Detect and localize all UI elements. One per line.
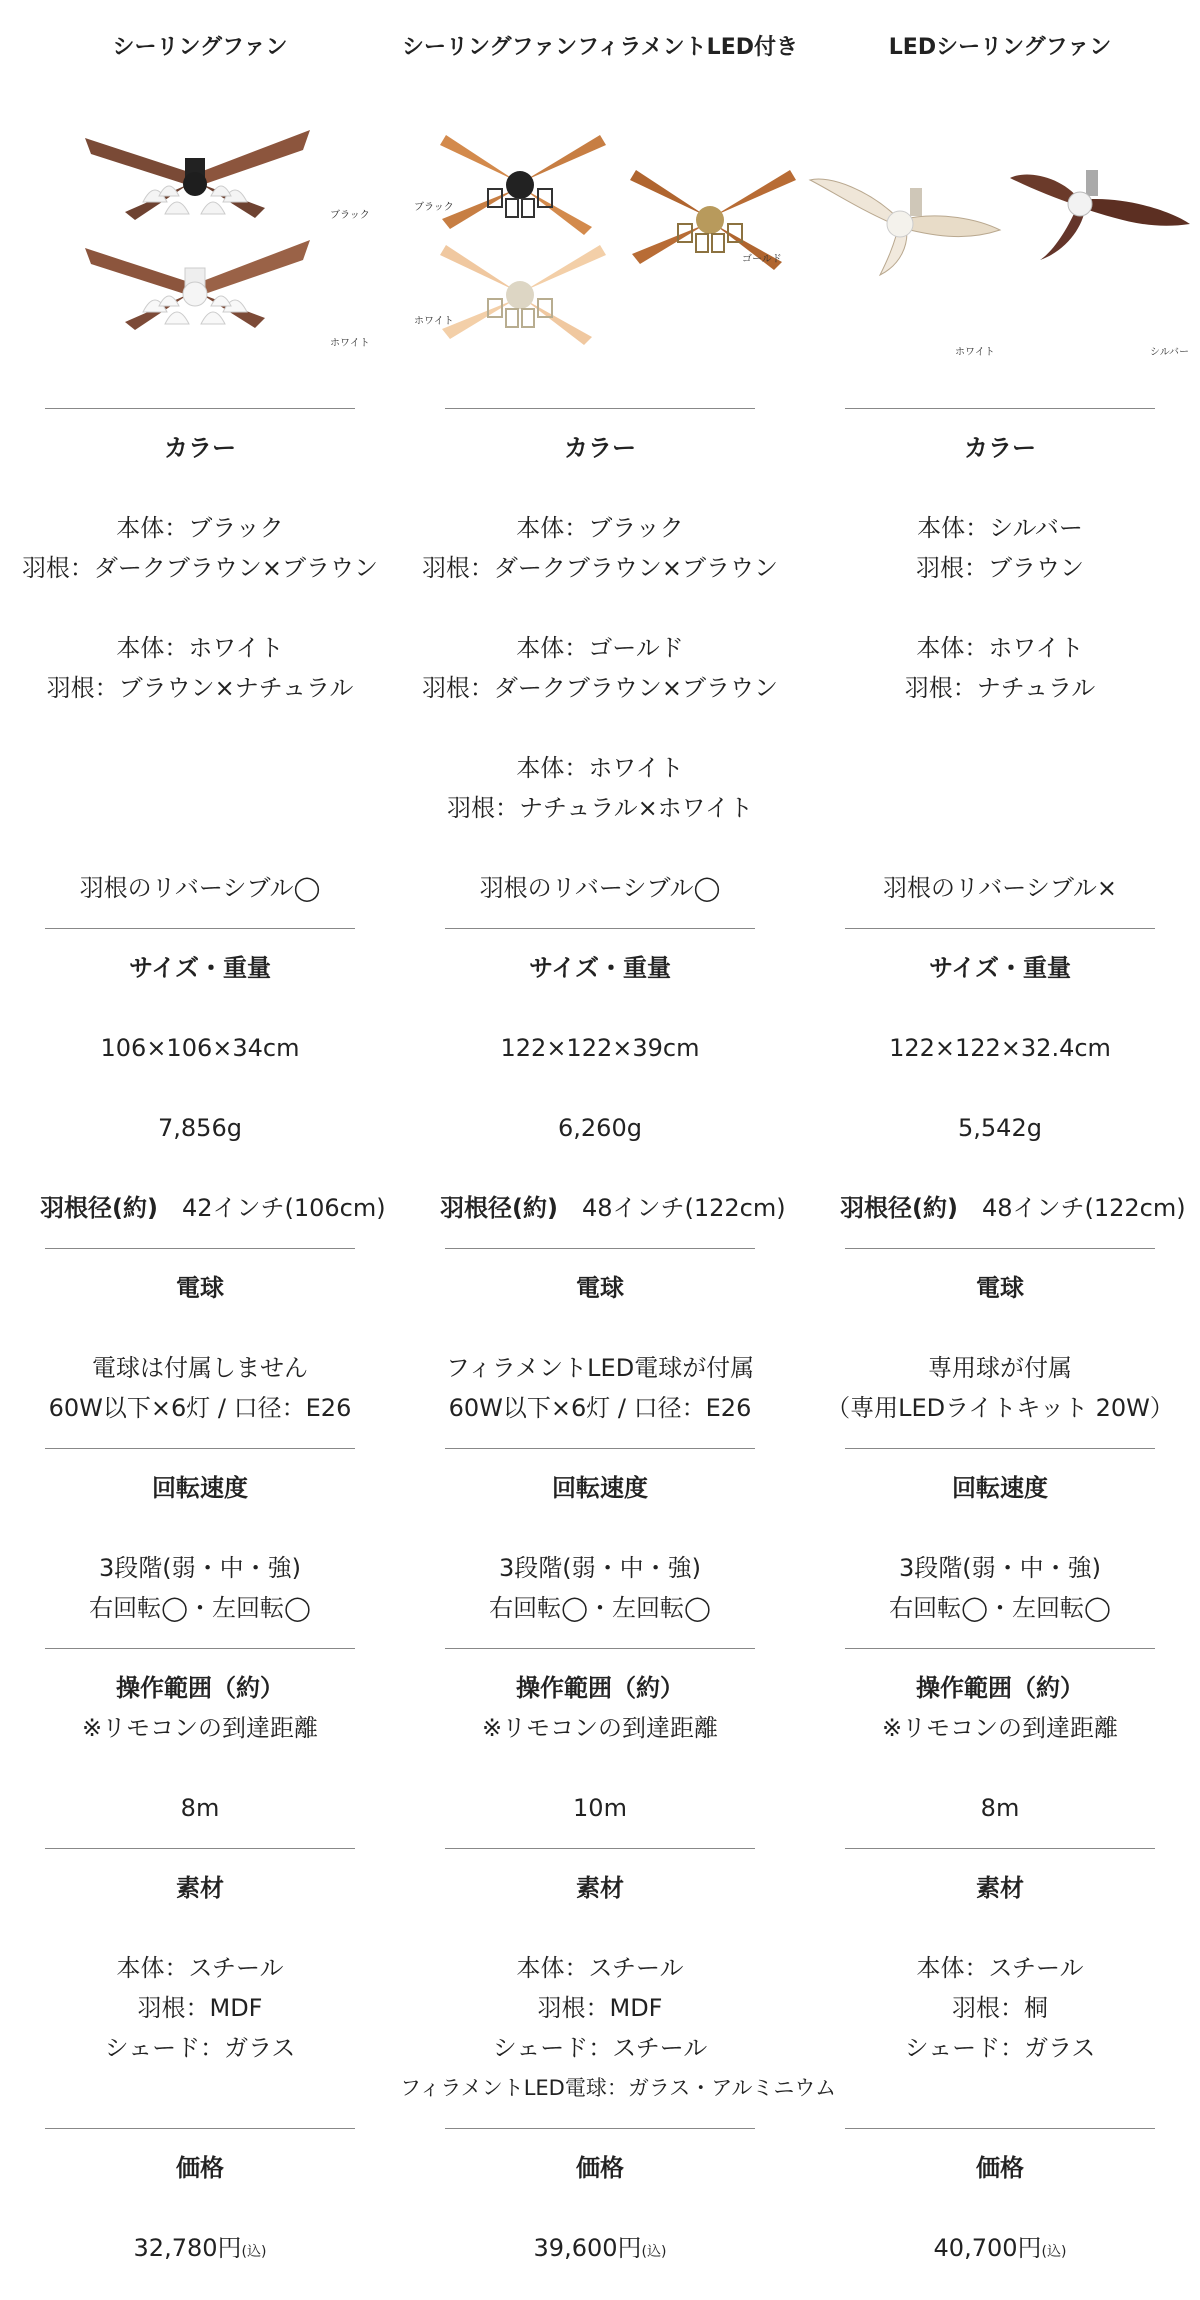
speed-heading: 回転速度: [552, 1474, 648, 1502]
material-item: 本体：スチール: [516, 1954, 684, 1982]
divider: [845, 928, 1155, 929]
blade-diameter: [40, 1188, 386, 1228]
material-item: 羽根：MDF: [537, 1994, 663, 2022]
price-tax: (込): [641, 2244, 667, 2260]
divider: [445, 408, 755, 409]
color-blades: 羽根：ダークブラウン×ブラウン: [21, 554, 379, 582]
color-blades: 羽根：ダークブラウン×ブラウン: [421, 674, 779, 702]
color-body: 本体：ゴールド: [516, 634, 684, 662]
price-tax: (込): [1041, 2244, 1067, 2260]
fan-silver: [1010, 170, 1190, 260]
product-column-ceiling-fan: [0, 0, 400, 2300]
divider: [845, 2128, 1155, 2129]
size-heading: サイズ・重量: [128, 954, 272, 982]
divider: [845, 1448, 1155, 1449]
material-item: 羽根：MDF: [137, 1994, 263, 2022]
divider: [445, 1648, 755, 1649]
color-heading: カラー: [564, 434, 636, 462]
divider: [845, 1848, 1155, 1849]
range-value: 8m: [980, 1794, 1020, 1822]
divider: [845, 408, 1155, 409]
price: [400, 2228, 800, 2272]
blade-diameter-value: 48インチ(122cm): [981, 1194, 1186, 1222]
image-label-silver: シルバー: [1150, 347, 1190, 358]
price-value: 32,780円: [133, 2234, 242, 2262]
color-blades: 羽根：ブラウン×ナチュラル: [46, 674, 354, 702]
speed-line1: 3段階(弱・中・強): [99, 1554, 301, 1582]
divider: [445, 1848, 755, 1849]
color-blades: 羽根：ダークブラウン×ブラウン: [421, 554, 779, 582]
blade-diameter-value: 48インチ(122cm): [581, 1194, 786, 1222]
color-body: 本体：ブラック: [116, 514, 284, 542]
color-body: 本体：シルバー: [917, 514, 1083, 542]
material-heading: 素材: [976, 1874, 1024, 1902]
fan-white: [85, 240, 310, 330]
weight: 6,260g: [558, 1114, 642, 1142]
divider: [845, 1248, 1155, 1249]
range-value: 8m: [180, 1794, 220, 1822]
divider: [45, 1248, 355, 1249]
material-item: シェード：ガラス: [104, 2034, 296, 2062]
product-title: シーリングファンフィラメントLED付き: [401, 35, 798, 60]
product-title: LEDシーリングファン: [888, 35, 1112, 60]
range-note: ※リモコンの到達距離: [81, 1714, 319, 1742]
color-heading: カラー: [964, 434, 1036, 462]
speed-line2: 右回転◯・左回転◯: [889, 1594, 1111, 1622]
speed-heading: 回転速度: [152, 1474, 248, 1502]
divider: [45, 928, 355, 929]
blade-diameter-value: 42インチ(106cm): [181, 1194, 386, 1222]
speed-heading: 回転速度: [952, 1474, 1048, 1502]
bulb-line2: （専用LEDライトキット 20W）: [826, 1394, 1174, 1422]
bulb-heading: 電球: [176, 1274, 224, 1302]
bulb-line1: 専用球が付属: [928, 1354, 1072, 1382]
bulb-line2: 60W以下×6灯 / 口径：E26: [448, 1394, 752, 1422]
price-heading: 価格: [976, 2154, 1024, 2182]
price: [0, 2228, 400, 2272]
material-item: シェード：ガラス: [904, 2034, 1096, 2062]
material-item: 本体：スチール: [916, 1954, 1084, 1982]
material-heading: 素材: [176, 1874, 224, 1902]
material-item: フィラメントLED電球：ガラス・アルミニウム: [400, 2076, 837, 2100]
dimensions: 106×106×34cm: [100, 1034, 300, 1062]
product-image-filament-led: [420, 100, 800, 360]
material-item: 本体：スチール: [116, 1954, 284, 1982]
reversible-note: 羽根のリバーシブル×: [883, 874, 1117, 902]
fan-white: [810, 179, 1000, 275]
weight: 5,542g: [958, 1114, 1042, 1142]
divider: [445, 1448, 755, 1449]
blade-diameter: [840, 1188, 1186, 1228]
image-label-black: ブラック: [414, 202, 454, 213]
image-label-white: ホワイト: [955, 347, 995, 358]
product-title: シーリングファン: [112, 35, 288, 60]
price-heading: 価格: [176, 2154, 224, 2182]
color-blades: 羽根：ブラウン: [916, 554, 1084, 582]
color-blades: 羽根：ナチュラル×ホワイト: [447, 794, 753, 822]
bulb-heading: 電球: [576, 1274, 624, 1302]
bulb-line1: 電球は付属しません: [92, 1354, 308, 1382]
fan-black: [85, 130, 310, 220]
divider: [45, 1848, 355, 1849]
dimensions: 122×122×39cm: [500, 1034, 700, 1062]
fan-black: [440, 135, 606, 235]
range-value: 10m: [573, 1794, 627, 1822]
product-column-led-ceiling-fan: [800, 0, 1200, 2300]
image-label-white: ホワイト: [414, 316, 454, 327]
divider: [45, 2128, 355, 2129]
price-value: 39,600円: [533, 2234, 642, 2262]
color-body: 本体：ホワイト: [116, 634, 284, 662]
color-body: 本体：ブラック: [516, 514, 684, 542]
divider: [445, 1248, 755, 1249]
color-body: 本体：ホワイト: [516, 754, 684, 782]
bulb-heading: 電球: [976, 1274, 1024, 1302]
fan-white: [440, 245, 606, 345]
divider: [45, 408, 355, 409]
blade-diameter-label: 羽根径(約): [440, 1194, 558, 1222]
blade-diameter-label: 羽根径(約): [840, 1194, 958, 1222]
range-note: ※リモコンの到達距離: [881, 1714, 1119, 1742]
range-heading: 操作範囲（約）: [916, 1674, 1084, 1702]
range-heading: 操作範囲（約）: [516, 1674, 684, 1702]
blade-diameter-label: 羽根径(約): [40, 1194, 158, 1222]
image-label-white: ホワイト: [330, 338, 370, 349]
speed-line1: 3段階(弱・中・強): [499, 1554, 701, 1582]
material-heading: 素材: [576, 1874, 624, 1902]
color-heading: カラー: [164, 434, 236, 462]
size-heading: サイズ・重量: [928, 954, 1072, 982]
price: [800, 2228, 1200, 2272]
divider: [845, 1648, 1155, 1649]
color-body: 本体：ホワイト: [916, 634, 1084, 662]
bulb-line1: フィラメントLED電球が付属: [445, 1354, 755, 1382]
price-value: 40,700円: [933, 2234, 1042, 2262]
range-note: ※リモコンの到達距離: [481, 1714, 719, 1742]
image-label-black: ブラック: [330, 210, 370, 221]
image-label-gold: ゴールド: [742, 254, 782, 265]
price-tax: (込): [241, 2244, 267, 2260]
speed-line2: 右回転◯・左回転◯: [489, 1594, 711, 1622]
price-heading: 価格: [576, 2154, 624, 2182]
range-heading: 操作範囲（約）: [116, 1674, 284, 1702]
size-heading: サイズ・重量: [528, 954, 672, 982]
divider: [445, 2128, 755, 2129]
divider: [45, 1448, 355, 1449]
divider: [45, 1648, 355, 1649]
divider: [445, 928, 755, 929]
material-item: 羽根：桐: [952, 1994, 1048, 2022]
color-blades: 羽根：ナチュラル: [904, 674, 1096, 702]
reversible-note: 羽根のリバーシブル◯: [479, 874, 721, 902]
product-column-filament-led: [400, 0, 837, 2300]
dimensions: 122×122×32.4cm: [889, 1034, 1111, 1062]
product-image-ceiling-fan: [70, 95, 370, 355]
weight: 7,856g: [158, 1114, 242, 1142]
material-item: シェード：スチール: [492, 2034, 708, 2062]
product-image-led-fan: [805, 150, 1195, 310]
reversible-note: 羽根のリバーシブル◯: [79, 874, 321, 902]
speed-line1: 3段階(弱・中・強): [899, 1554, 1101, 1582]
bulb-line2: 60W以下×6灯 / 口径：E26: [48, 1394, 352, 1422]
blade-diameter: [440, 1188, 786, 1228]
speed-line2: 右回転◯・左回転◯: [89, 1594, 311, 1622]
